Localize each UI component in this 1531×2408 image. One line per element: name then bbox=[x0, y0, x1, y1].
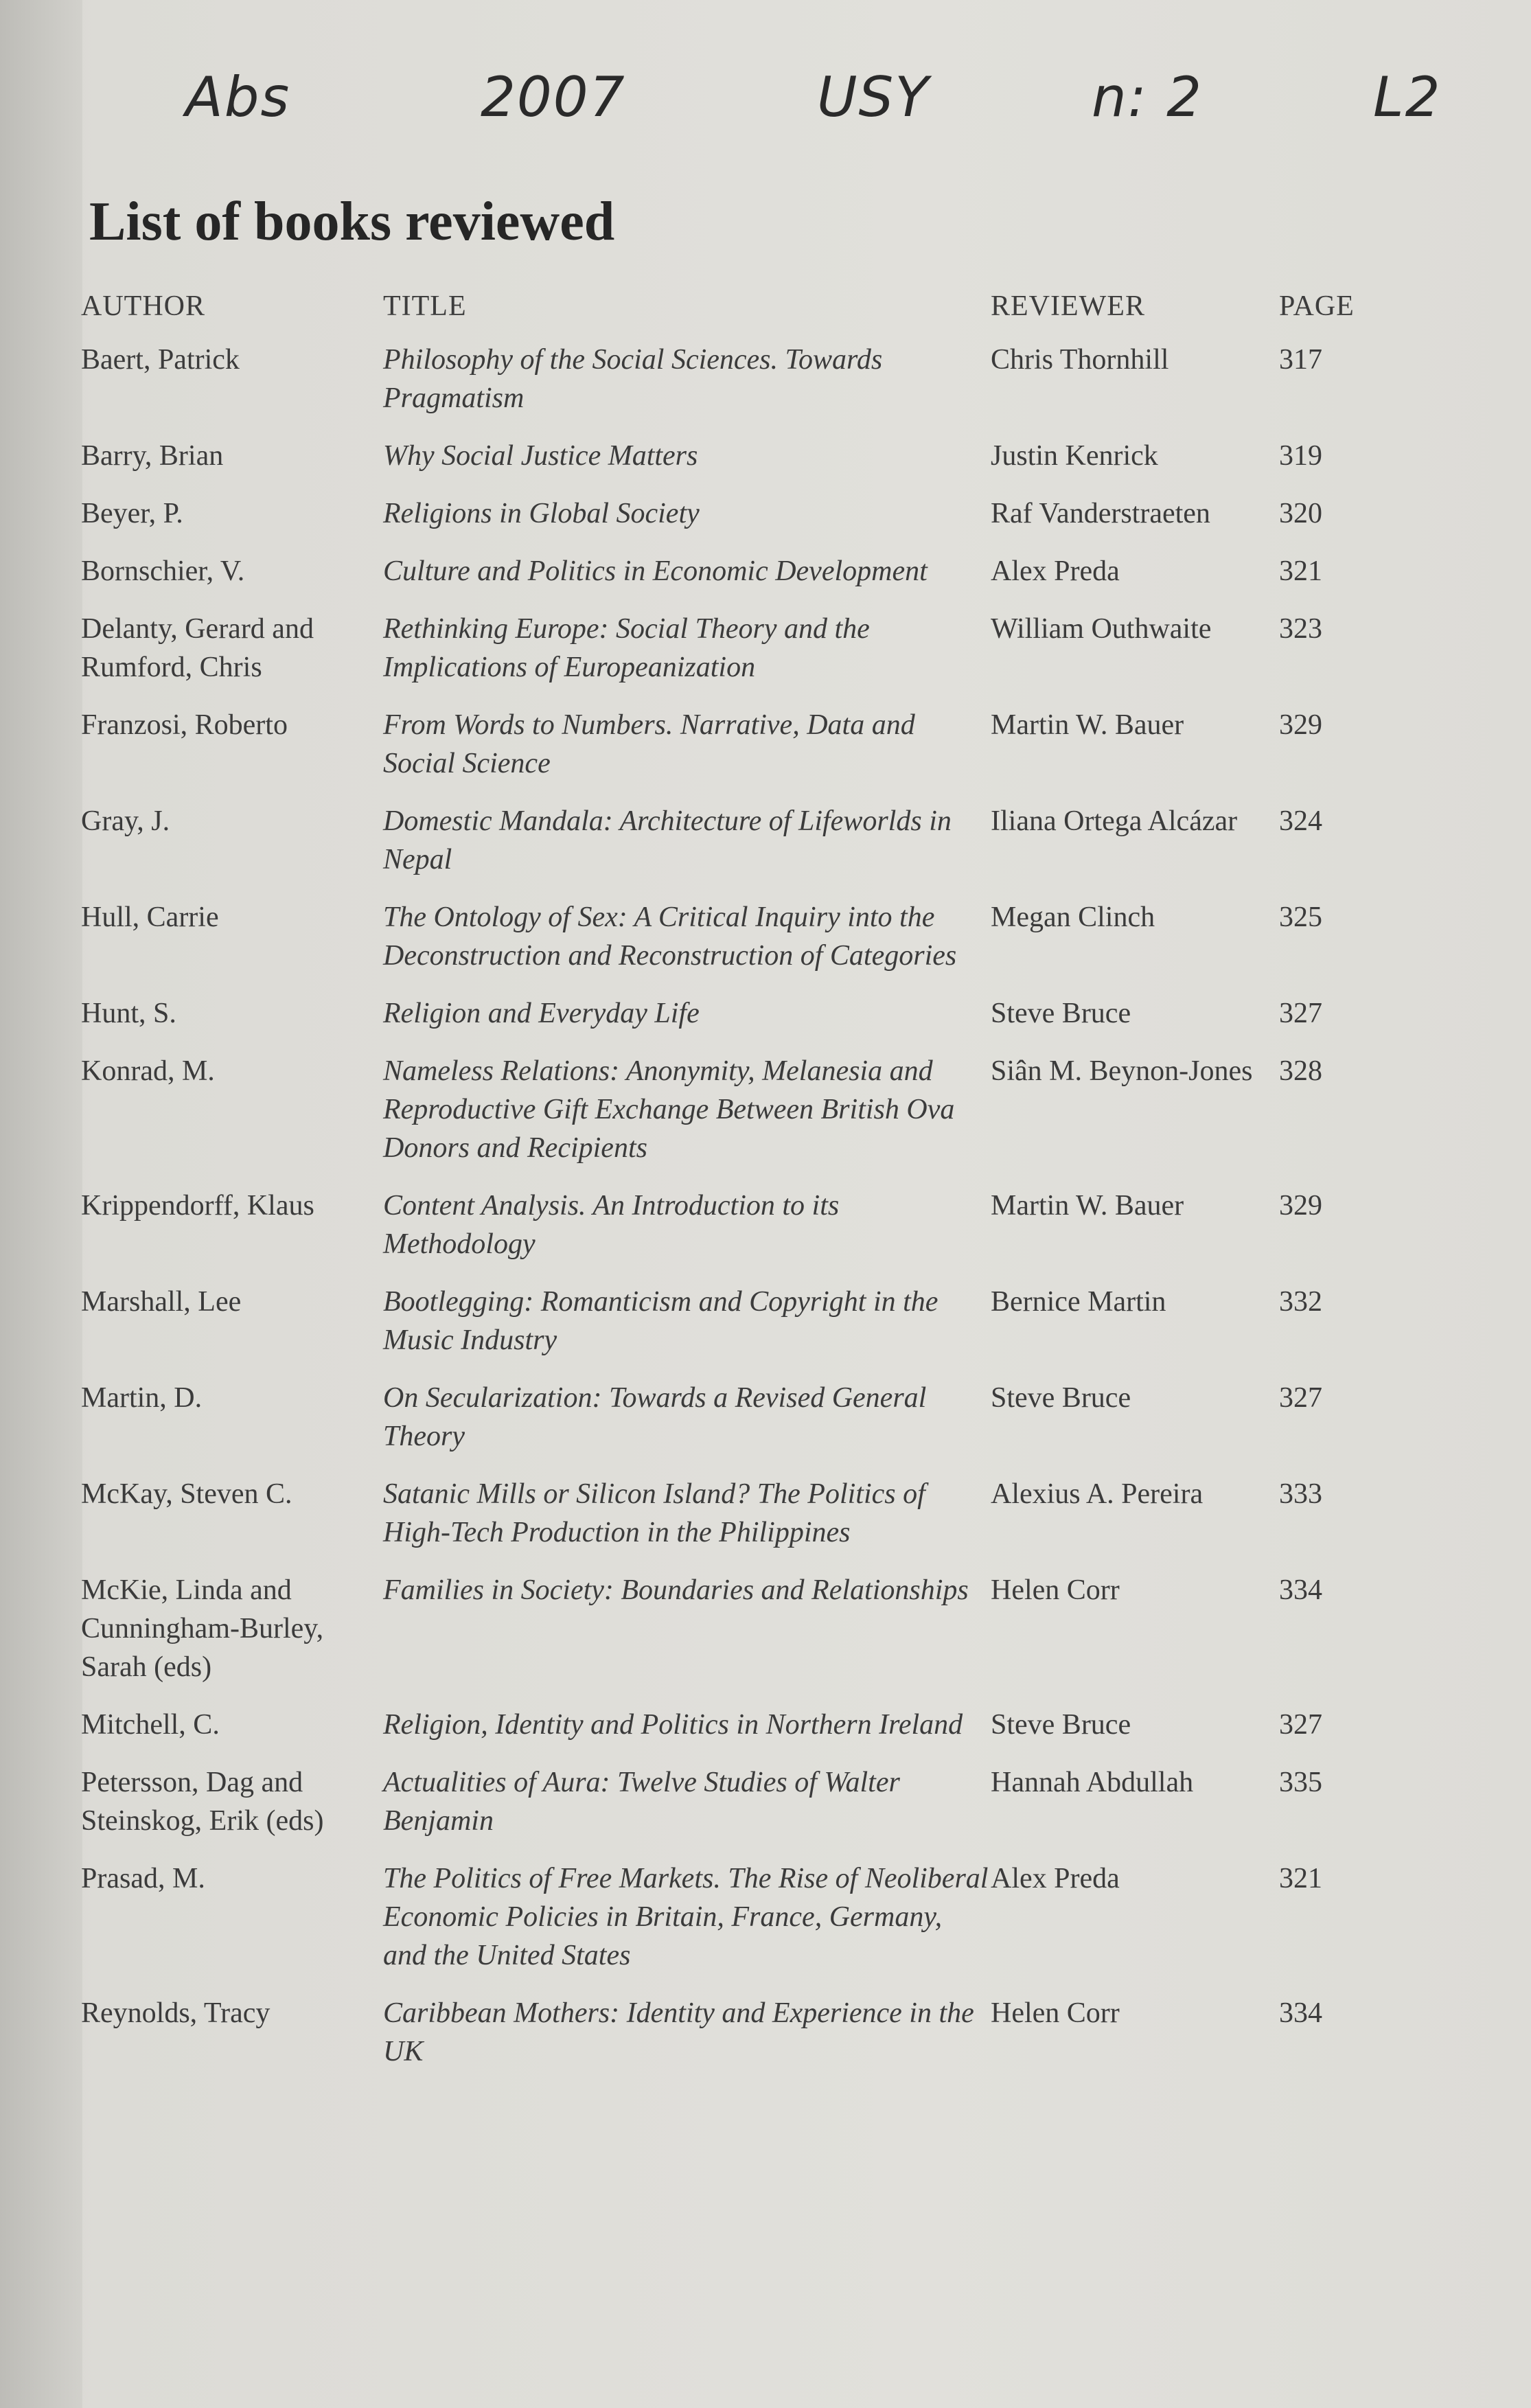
title-cell: Religion and Everyday Life bbox=[383, 998, 700, 1029]
page-cell: 327 bbox=[1279, 1382, 1322, 1414]
author-cell: Barry, Brian bbox=[81, 440, 224, 472]
table-row bbox=[81, 1763, 1379, 1859]
page-cell: 334 bbox=[1279, 1574, 1322, 1606]
page-cell: 328 bbox=[1279, 1055, 1322, 1087]
reviewer-cell: Chris Thornhill bbox=[991, 344, 1169, 376]
author-cell: Reynolds, Tracy bbox=[81, 1997, 270, 2029]
handwritten-note-part: n: 2 bbox=[1092, 65, 1203, 129]
author-cell: Konrad, M. bbox=[81, 1055, 215, 1087]
author-cell: Gray, J. bbox=[81, 805, 170, 837]
title-cell: Religion, Identity and Politics in Northern Ireland bbox=[383, 1709, 963, 1741]
page-cell: 327 bbox=[1279, 1709, 1322, 1741]
table-row bbox=[81, 1859, 1379, 1994]
reviewer-cell: Martin W. Bauer bbox=[991, 1190, 1184, 1222]
author-cell: Bornschier, V. bbox=[81, 555, 245, 587]
author-cell: Petersson, Dag and Steinskog, Erik (eds) bbox=[81, 1767, 324, 1837]
reviewer-cell: Iliana Ortega Alcázar bbox=[991, 805, 1238, 837]
reviewer-cell: Alexius A. Pereira bbox=[991, 1478, 1204, 1510]
author-cell: Marshall, Lee bbox=[81, 1286, 242, 1318]
table-row bbox=[81, 610, 1379, 706]
reviewer-cell: Justin Kenrick bbox=[991, 440, 1158, 472]
author-cell: Martin, D. bbox=[81, 1382, 203, 1414]
title-cell: On Secularization: Towards a Revised General Theory bbox=[383, 1382, 927, 1452]
reviewer-cell: Alex Preda bbox=[991, 555, 1120, 587]
table-row bbox=[81, 1283, 1379, 1379]
table-row bbox=[81, 494, 1379, 552]
page-cell: 324 bbox=[1279, 805, 1322, 837]
page-cell: 323 bbox=[1279, 613, 1322, 645]
page-cell: 320 bbox=[1279, 498, 1322, 529]
author-cell: Delanty, Gerard and Rumford, Chris bbox=[81, 613, 314, 683]
table-row bbox=[81, 1475, 1379, 1571]
table-row bbox=[81, 552, 1379, 610]
reviewer-cell: Bernice Martin bbox=[991, 1286, 1166, 1318]
reviewer-cell: Steve Bruce bbox=[991, 1709, 1131, 1741]
reviewer-cell: William Outhwaite bbox=[991, 613, 1212, 645]
reviewer-cell: Hannah Abdullah bbox=[991, 1767, 1194, 1798]
page-title: List of books reviewed bbox=[89, 192, 615, 252]
reviewer-cell: Alex Preda bbox=[991, 1863, 1120, 1894]
books-table bbox=[81, 287, 1379, 2090]
author-cell: Baert, Patrick bbox=[81, 344, 240, 376]
author-cell: Hull, Carrie bbox=[81, 902, 219, 933]
table-row bbox=[81, 1706, 1379, 1763]
title-cell: The Politics of Free Markets. The Rise of Neoliberal Economic Policies in Britain, France, Germany, and the United States bbox=[383, 1863, 989, 1971]
table-header-row bbox=[81, 287, 1379, 341]
table-row bbox=[81, 898, 1379, 994]
title-column-header: TITLE bbox=[383, 290, 467, 322]
reviewer-cell: Steve Bruce bbox=[991, 1382, 1131, 1414]
author-cell: Hunt, S. bbox=[81, 998, 176, 1029]
author-cell: Prasad, M. bbox=[81, 1863, 205, 1894]
page-cell: 335 bbox=[1279, 1767, 1322, 1798]
table-row bbox=[81, 437, 1379, 494]
page-cell: 333 bbox=[1279, 1478, 1322, 1510]
reviewer-column-header: REVIEWER bbox=[991, 290, 1145, 322]
title-cell: Why Social Justice Matters bbox=[383, 440, 698, 472]
title-cell: Bootlegging: Romanticism and Copyright in the Music Industry bbox=[383, 1286, 939, 1356]
title-cell: Philosophy of the Social Sciences. Towards Pragmatism bbox=[383, 344, 883, 414]
table-row bbox=[81, 1052, 1379, 1186]
handwritten-note-part: Abs bbox=[185, 65, 291, 129]
page-cell: 329 bbox=[1279, 709, 1322, 741]
author-cell: Beyer, P. bbox=[81, 498, 183, 529]
table-row bbox=[81, 1379, 1379, 1475]
author-cell: McKie, Linda and Cunningham-Burley, Sarah (eds) bbox=[81, 1574, 324, 1683]
page-cell: 329 bbox=[1279, 1190, 1322, 1222]
page-cell: 321 bbox=[1279, 555, 1322, 587]
title-cell: Caribbean Mothers: Identity and Experience in the UK bbox=[383, 1997, 974, 2067]
author-cell: Franzosi, Roberto bbox=[81, 709, 288, 741]
table-row bbox=[81, 802, 1379, 898]
reviewer-cell: Steve Bruce bbox=[991, 998, 1131, 1029]
table-row bbox=[81, 1186, 1379, 1283]
page-cell: 325 bbox=[1279, 902, 1322, 933]
table-row bbox=[81, 1571, 1379, 1706]
title-cell: Nameless Relations: Anonymity, Melanesia and Reproductive Gift Exchange Between British Ova Donors and Recipients bbox=[383, 1055, 955, 1164]
table-row bbox=[81, 1994, 1379, 2090]
reviewer-cell: Martin W. Bauer bbox=[991, 709, 1184, 741]
page-cell: 334 bbox=[1279, 1997, 1322, 2029]
title-cell: Satanic Mills or Silicon Island? The Politics of High-Tech Production in the Philippines bbox=[383, 1478, 925, 1548]
handwritten-note-part: 2007 bbox=[481, 65, 626, 129]
title-cell: Culture and Politics in Economic Development bbox=[383, 555, 928, 587]
reviewer-cell: Raf Vanderstraeten bbox=[991, 498, 1210, 529]
handwritten-note-part: L2 bbox=[1373, 65, 1442, 129]
title-cell: The Ontology of Sex: A Critical Inquiry into the Deconstruction and Reconstruction of Categories bbox=[383, 902, 957, 972]
table-row bbox=[81, 706, 1379, 802]
table-row bbox=[81, 341, 1379, 437]
title-cell: Actualities of Aura: Twelve Studies of Walter Benjamin bbox=[383, 1767, 900, 1837]
reviewer-cell: Helen Corr bbox=[991, 1574, 1120, 1606]
reviewer-cell: Helen Corr bbox=[991, 1997, 1120, 2029]
title-cell: Families in Society: Boundaries and Relationships bbox=[383, 1574, 969, 1606]
title-cell: Content Analysis. An Introduction to its Methodology bbox=[383, 1190, 840, 1260]
author-cell: Mitchell, C. bbox=[81, 1709, 220, 1741]
title-cell: From Words to Numbers. Narrative, Data and Social Science bbox=[383, 709, 915, 779]
title-cell: Religions in Global Society bbox=[383, 498, 700, 529]
page-cell: 321 bbox=[1279, 1863, 1322, 1894]
title-cell: Domestic Mandala: Architecture of Lifeworlds in Nepal bbox=[383, 805, 952, 875]
page-cell: 317 bbox=[1279, 344, 1322, 376]
table-row bbox=[81, 994, 1379, 1052]
page-cell: 319 bbox=[1279, 440, 1322, 472]
page-binding-edge bbox=[0, 0, 82, 2408]
author-cell: Krippendorff, Klaus bbox=[81, 1190, 314, 1222]
reviewer-cell: Siân M. Beynon-Jones bbox=[991, 1055, 1253, 1087]
title-cell: Rethinking Europe: Social Theory and the Implications of Europeanization bbox=[383, 613, 870, 683]
handwritten-note bbox=[0, 65, 1531, 161]
page-cell: 327 bbox=[1279, 998, 1322, 1029]
page-cell: 332 bbox=[1279, 1286, 1322, 1318]
page-column-header: PAGE bbox=[1279, 290, 1355, 322]
handwritten-note-part: USY bbox=[817, 65, 930, 129]
reviewer-cell: Megan Clinch bbox=[991, 902, 1155, 933]
author-cell: McKay, Steven C. bbox=[81, 1478, 292, 1510]
author-column-header: AUTHOR bbox=[81, 290, 205, 322]
